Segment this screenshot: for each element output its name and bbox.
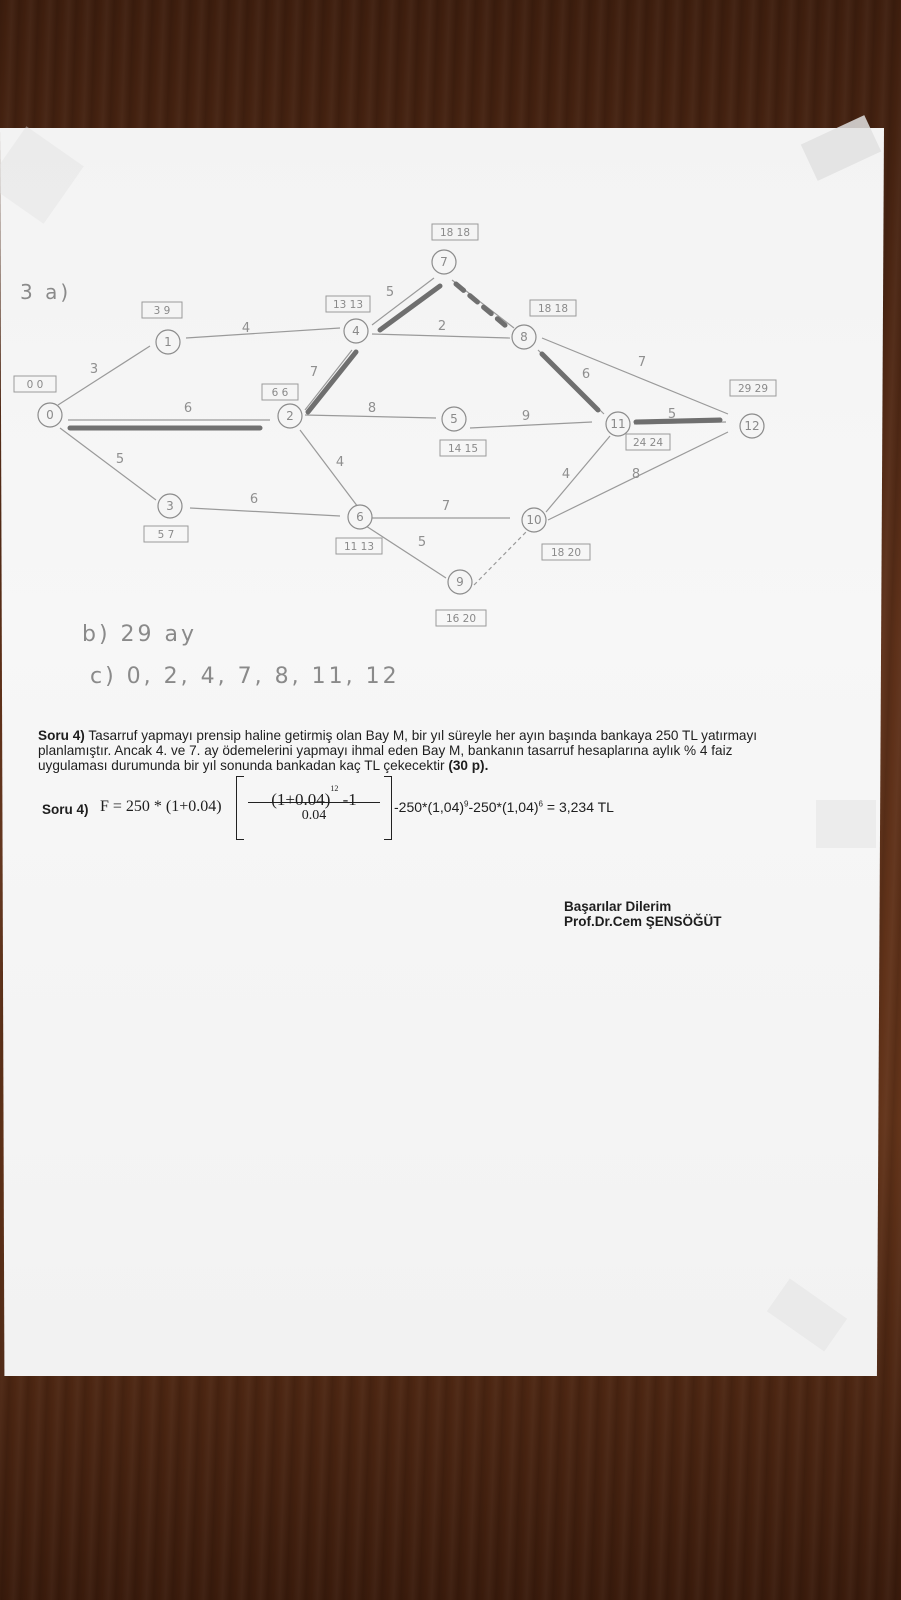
bracket-left — [236, 776, 244, 840]
node-label: 11 — [610, 417, 626, 431]
time-box: 16 20 — [445, 613, 477, 625]
formula-answer — [42, 776, 682, 840]
arrow-5-11 — [470, 422, 592, 428]
question-label: Soru 4) — [38, 728, 85, 743]
duration-label: 4 — [561, 467, 571, 482]
time-box: 5 7 — [157, 529, 175, 541]
node-label: 5 — [450, 412, 458, 426]
answer-label: Soru 4) — [42, 802, 89, 817]
time-box: 13 13 — [332, 299, 364, 311]
network-diagram — [0, 0, 901, 700]
arrow-9-10 — [474, 532, 526, 585]
node-label: 10 — [526, 513, 542, 527]
duration-label: 2 — [437, 319, 447, 334]
time-box: 6 6 — [271, 387, 289, 399]
answer-b: b) 29 ay — [82, 622, 198, 647]
arrow-8-12 — [542, 338, 728, 414]
node-label: 7 — [440, 255, 448, 269]
answer-c: c) 0, 2, 4, 7, 8, 11, 12 — [90, 664, 400, 689]
signature-line1: Başarılar Dilerim — [564, 899, 672, 914]
duration-label: 7 — [441, 499, 451, 514]
fraction-numerator: $(1+0.04)^{12}$ -1 — [248, 776, 380, 803]
duration-label: 4 — [335, 455, 345, 470]
question-points: (30 p). — [448, 758, 489, 773]
time-box: 18 18 — [537, 303, 569, 315]
time-box: 24 24 — [632, 437, 664, 449]
duration-label: 5 — [385, 285, 395, 300]
duration-label: 7 — [309, 365, 319, 380]
critical-8-11 — [542, 354, 598, 410]
arrow-4-8 — [372, 334, 510, 338]
node-label: 12 — [744, 419, 760, 433]
critical-11-12 — [636, 420, 720, 422]
arrow-2-6 — [300, 430, 358, 507]
time-box: 14 15 — [447, 443, 479, 455]
signature-line2: Prof.Dr.Cem ŞENSÖĞÜT — [564, 914, 722, 929]
fraction — [248, 776, 380, 829]
critical-2-4 — [308, 352, 356, 412]
duration-label: 8 — [367, 401, 377, 416]
node-label: 9 — [456, 575, 464, 589]
duration-label: 4 — [241, 321, 251, 336]
time-box: 18 20 — [550, 547, 582, 559]
time-box: 18 18 — [439, 227, 471, 239]
node-label: 0 — [46, 408, 54, 422]
question-text — [38, 728, 778, 773]
duration-label: 7 — [637, 355, 647, 370]
arrow-0-3 — [60, 428, 156, 500]
duration-label: 5 — [417, 535, 427, 550]
tape-right — [816, 800, 876, 848]
part-label: 3 a) — [20, 280, 72, 304]
time-box: 29 29 — [737, 383, 769, 395]
duration-label: 6 — [249, 492, 259, 507]
node-label: 3 — [166, 499, 174, 513]
arrow-10-11 — [546, 436, 610, 512]
formula-rest: $-250*(1,04)^9-250*(1,04)^6 = 3,234$ TL — [394, 799, 614, 815]
arrow-3-6 — [190, 508, 340, 516]
node-label: 1 — [164, 335, 172, 349]
duration-label: 9 — [521, 409, 531, 424]
node-label: 6 — [356, 510, 364, 524]
arrow-1-4 — [186, 328, 340, 338]
bracket-right — [384, 776, 392, 840]
duration-label: 5 — [667, 407, 677, 422]
duration-label: 5 — [115, 452, 125, 467]
node-label: 4 — [352, 324, 360, 338]
duration-label: 6 — [183, 401, 193, 416]
critical-7-8 — [456, 284, 506, 326]
duration-label: 3 — [89, 362, 99, 377]
time-box: 3 9 — [153, 305, 171, 317]
duration-label: 8 — [631, 467, 641, 482]
signature — [564, 899, 722, 929]
duration-label: 6 — [581, 367, 591, 382]
time-box: 0 0 — [26, 379, 44, 391]
question-body: Tasarruf yapmayı prensip haline getirmiş olan Bay M, bir yıl süreyle her ayın başında bankaya 250 TL yatırmayı planlamıştır. Ancak 4. ve 7. ay ödemelerini yapmayı ihmal eden Bay M, bankanın tasarruf hesaplarına aylık % 4 faiz uygulaması durumunda bir yıl sonunda bankadan kaç TL çekecektir — [38, 728, 758, 773]
formula-lhs: F = 250 * (1+0.04) — [100, 798, 222, 815]
arrow-6-9 — [366, 526, 446, 578]
arrow-2-4 — [305, 350, 352, 410]
arrow-4-7 — [372, 278, 434, 325]
fraction-denominator: 0.04 — [301, 808, 327, 823]
node-label: 2 — [286, 409, 294, 423]
time-box: 11 13 — [343, 541, 375, 553]
node-label: 8 — [520, 330, 528, 344]
arrow-0-1 — [58, 346, 150, 405]
